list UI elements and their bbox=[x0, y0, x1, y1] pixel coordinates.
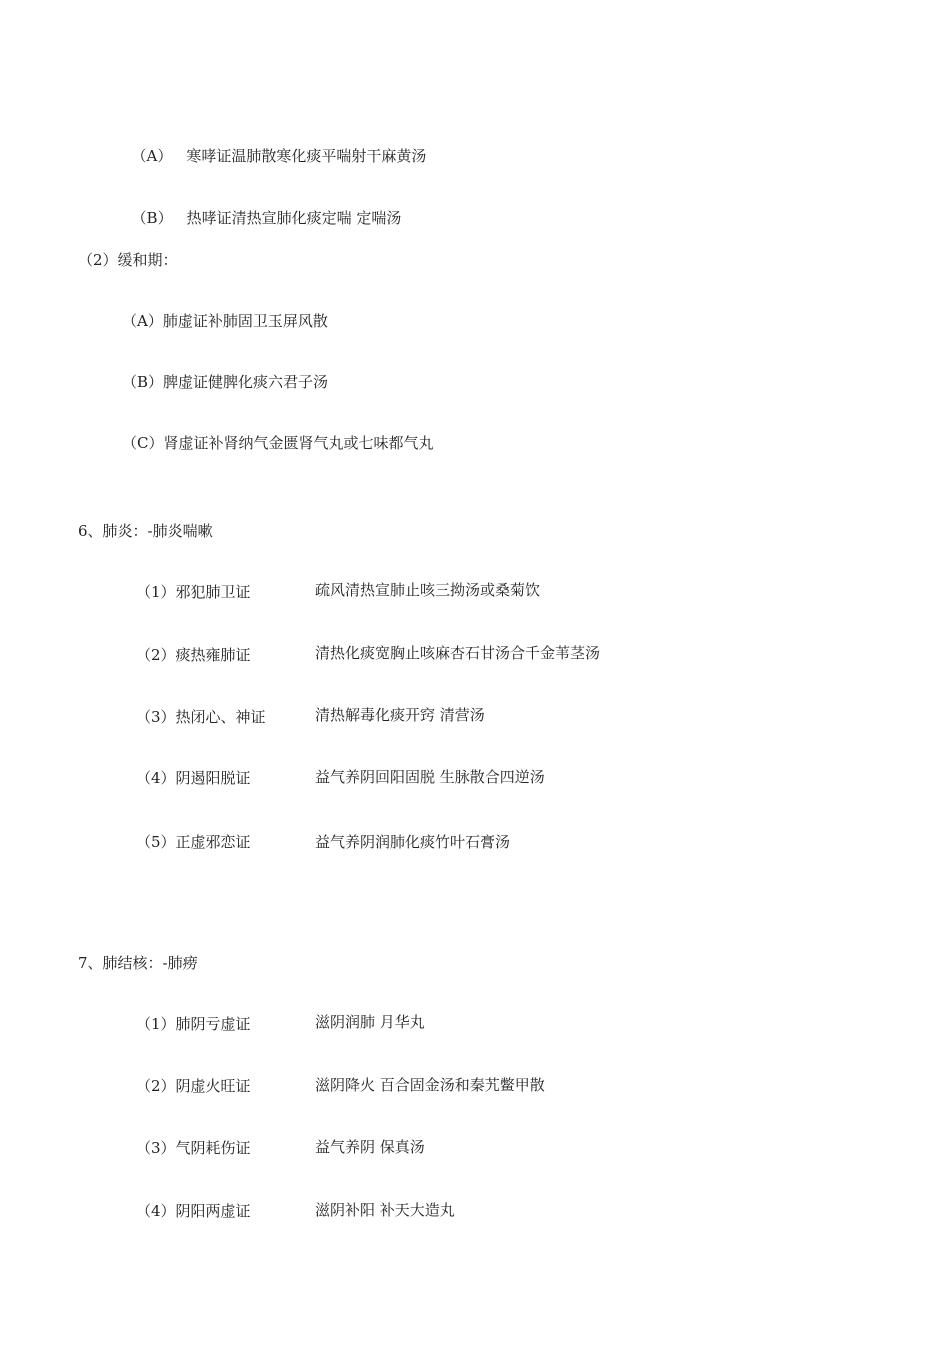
acute-item-a bbox=[122, 126, 426, 166]
pneumonia-syndrome-5: （5）正虚邪恋证 bbox=[136, 833, 251, 851]
pneumonia-syndrome-2: （2）痰热雍肺证 bbox=[136, 646, 251, 664]
pneumonia-treatment-1: 疏风清热宣肺止咳三拗汤或桑菊饮 bbox=[315, 581, 541, 599]
pneumonia-heading: 6、肺炎：-肺炎喘嗽 bbox=[78, 522, 213, 540]
tb-treatment-1: 滋阴润肺 月华丸 bbox=[315, 1013, 425, 1031]
tb-syndrome-4: （4）阴阳两虚证 bbox=[136, 1202, 251, 1220]
tb-syndrome-2: （2）阴虚火旺证 bbox=[136, 1077, 251, 1095]
tb-treatment-3: 益气养阴 保真汤 bbox=[315, 1138, 425, 1156]
acute-item-b-text: 热哮证清热宣肺化痰定喘 定喘汤 bbox=[186, 209, 402, 227]
pneumonia-syndrome-4: （4）阴遏阳脱证 bbox=[136, 769, 251, 787]
tb-treatment-4: 滋阴补阳 补天大造丸 bbox=[315, 1201, 455, 1219]
acute-item-b bbox=[122, 188, 401, 228]
remission-item-c: （C）肾虚证补肾纳气金匮肾气丸或七味都气丸 bbox=[122, 434, 434, 452]
remission-item-b: （B）脾虚证健脾化痰六君子汤 bbox=[122, 373, 329, 391]
tb-treatment-2: 滋阴降火 百合固金汤和秦艽鳖甲散 bbox=[315, 1076, 545, 1094]
pneumonia-treatment-4: 益气养阴回阳固脱 生脉散合四逆汤 bbox=[315, 768, 545, 786]
tb-syndrome-1: （1）肺阴亏虚证 bbox=[136, 1015, 251, 1033]
pneumonia-syndrome-3: （3）热闭心、神证 bbox=[136, 708, 266, 726]
acute-item-a-label: （A） bbox=[131, 147, 173, 165]
pneumonia-treatment-5: 益气养阴润肺化痰竹叶石膏汤 bbox=[315, 833, 511, 851]
acute-item-b-label: （B） bbox=[131, 209, 173, 227]
acute-item-a-text: 寒哮证温肺散寒化痰平喘射干麻黄汤 bbox=[186, 147, 427, 165]
tb-syndrome-3: （3）气阴耗伤证 bbox=[136, 1139, 251, 1157]
tuberculosis-heading: 7、肺结核：-肺痨 bbox=[78, 954, 198, 972]
remission-heading: （2）缓和期： bbox=[78, 251, 178, 269]
remission-item-a: （A）肺虚证补肺固卫玉屏风散 bbox=[122, 312, 328, 330]
pneumonia-syndrome-1: （1）邪犯肺卫证 bbox=[136, 583, 251, 601]
pneumonia-treatment-3: 清热解毒化痰开窍 清营汤 bbox=[315, 706, 485, 724]
pneumonia-treatment-2: 清热化痰宽胸止咳麻杏石甘汤合千金苇茎汤 bbox=[315, 644, 601, 662]
